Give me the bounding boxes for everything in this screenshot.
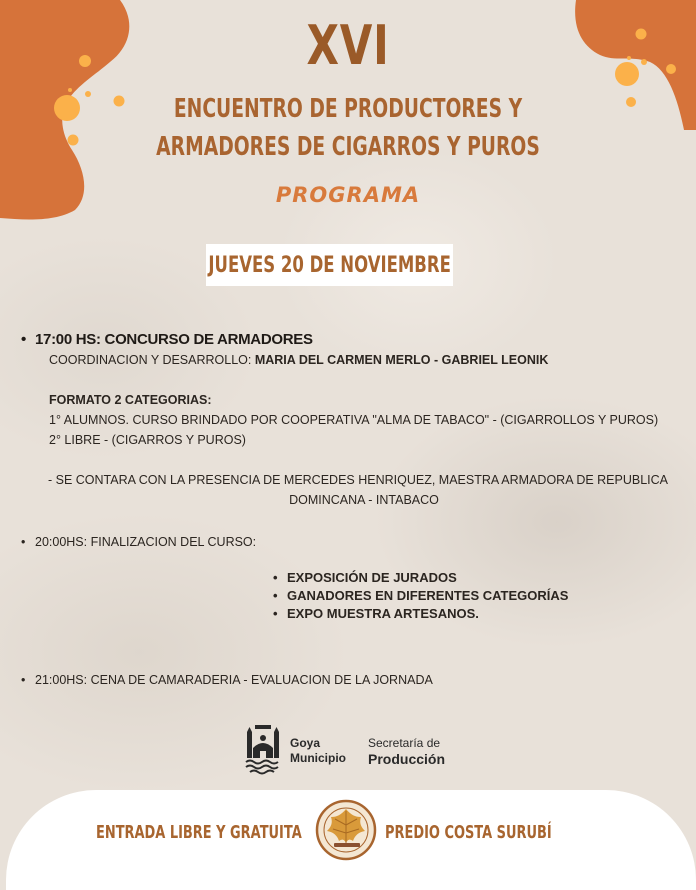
subitem-ganadores: • GANADORES EN DIFERENTES CATEGORÍAS xyxy=(287,588,568,603)
category-1: 1° ALUMNOS. CURSO BRINDADO POR COOPERATIVA "ALMA DE TABACO" - (CIGARROLLOS Y PUROS) xyxy=(49,413,659,427)
coordination-names: MARIA DEL CARMEN MERLO - GABRIEL LEONIK xyxy=(254,353,549,367)
sponsor-logos xyxy=(244,724,445,778)
category-2: 2° LIBRE - (CIGARROS Y PUROS) xyxy=(49,433,246,447)
venue-text: PREDIO COSTA SURUBÍ xyxy=(385,822,552,843)
schedule-item-1700: • 17:00 HS: CONCURSO DE ARMADORES xyxy=(35,331,313,348)
guest-note-line1: - SE CONTARA CON LA PRESENCIA DE MERCEDES HENRIQUEZ, MAESTRA ARMADORA DE REPUBLICA xyxy=(47,473,669,487)
tobacco-leaf-seal-icon xyxy=(315,799,377,861)
event-title-line2: ARMADORES DE CIGARROS Y PUROS xyxy=(156,132,540,162)
goya-municipio-logo-text xyxy=(290,736,346,766)
guest-note-line2: DOMINCANA - INTABACO xyxy=(289,493,439,507)
coordination-label: COORDINACION Y DESARROLLO: xyxy=(49,353,255,367)
schedule-item-2100: • 21:00HS: CENA DE CAMARADERIA - EVALUACION DE LA JORNADA xyxy=(35,673,433,687)
event-title-line1: ENCUENTRO DE PRODUCTORES Y xyxy=(173,94,523,124)
secretaria-label: Secretaría de xyxy=(368,736,441,750)
date-banner xyxy=(206,244,453,286)
schedule-item-2000: • 20:00HS: FINALIZACION DEL CURSO: xyxy=(35,535,256,549)
program-subtitle: PROGRAMA xyxy=(275,183,421,207)
secretaria-produccion-logo xyxy=(368,735,445,767)
edition-title: XVI xyxy=(306,14,390,77)
date-text: JUEVES 20 DE NOVIEMBRE xyxy=(208,252,451,278)
municipio-label: Municipio xyxy=(290,751,346,765)
subitem-exposicion-jurados: • EXPOSICIÓN DE JURADOS xyxy=(287,570,457,585)
goya-label: Goya xyxy=(290,736,321,750)
format-title: FORMATO 2 CATEGORIAS: xyxy=(49,393,212,407)
goya-municipio-church-icon xyxy=(244,724,282,778)
subitem-expo-artesanos: • EXPO MUESTRA ARTESANOS. xyxy=(287,606,479,621)
produccion-label: Producción xyxy=(368,751,446,767)
coordination-line xyxy=(49,353,548,367)
free-entry-text: ENTRADA LIBRE Y GRATUITA xyxy=(96,822,302,843)
